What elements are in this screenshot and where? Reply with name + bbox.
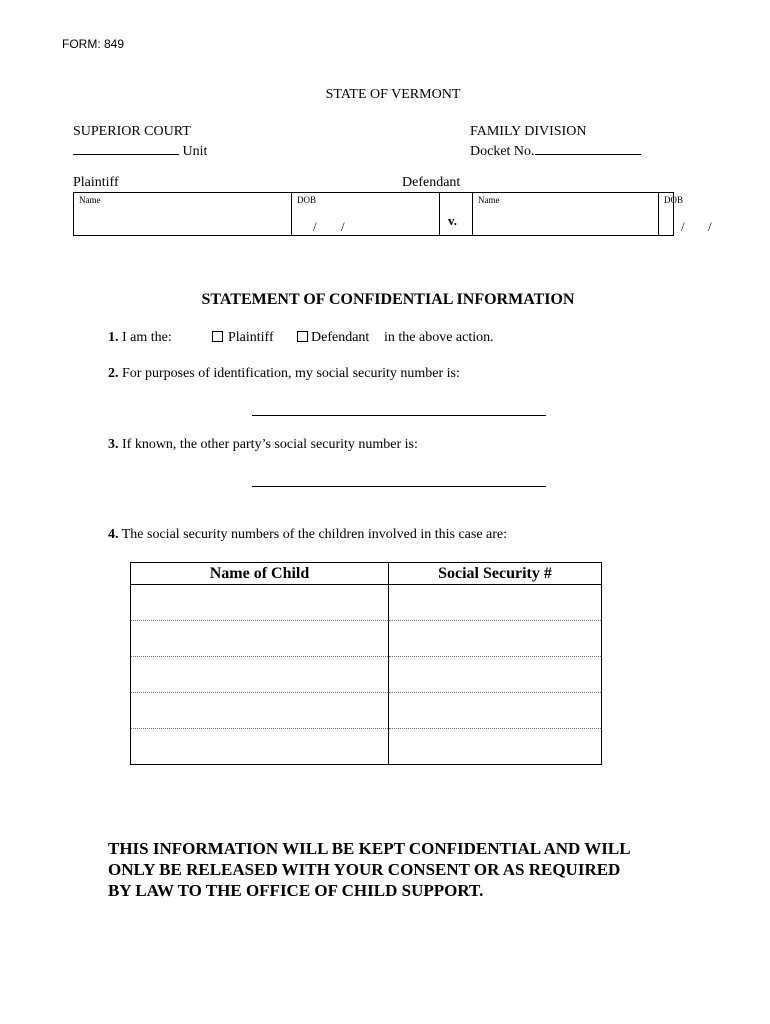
other-party-ssn-line[interactable]: [252, 486, 546, 487]
plaintiff-name-field[interactable]: [74, 193, 292, 235]
notice-line-2: ONLY BE RELEASED WITH YOUR CONSENT OR AS REQUIRED: [108, 860, 621, 879]
item-4: [108, 527, 507, 543]
plaintiff-dob-field[interactable]: [292, 193, 440, 235]
item-4-number: 4.: [108, 527, 119, 542]
child-ssn-cell[interactable]: [389, 585, 602, 621]
item-4-text: The social security numbers of the children involved in this case are:: [121, 527, 508, 542]
division-name: FAMILY DIVISION: [470, 124, 587, 139]
defendant-checkbox[interactable]: [297, 331, 308, 342]
item-1: [108, 330, 172, 346]
child-name-cell[interactable]: [131, 657, 389, 693]
table-row: [131, 621, 602, 657]
notice-line-3: BY LAW TO THE OFFICE OF CHILD SUPPORT.: [108, 881, 484, 900]
versus-cell: [440, 193, 473, 235]
table-row: [131, 657, 602, 693]
item-1-text: I am the:: [122, 330, 172, 345]
unit-label: Unit: [182, 144, 208, 159]
caption-box: [73, 192, 712, 236]
child-ssn-cell[interactable]: [389, 729, 602, 765]
child-ssn-cell[interactable]: [389, 657, 602, 693]
plaintiff-name-label: Name: [79, 195, 101, 205]
defendant-name-label: Name: [478, 195, 500, 205]
child-name-cell[interactable]: [131, 693, 389, 729]
option-defendant[interactable]: [297, 330, 369, 346]
docket-blank[interactable]: [535, 141, 641, 155]
table-row: [131, 585, 602, 621]
table-row: [131, 693, 602, 729]
item-1-suffix: in the above action.: [384, 330, 494, 345]
option-plaintiff-label: Plaintiff: [228, 330, 274, 345]
defendant-dob-area: [659, 193, 757, 235]
unit-row: [73, 141, 207, 161]
item-2: [108, 366, 460, 382]
defendant-dob-slash-2: /: [708, 219, 712, 234]
child-name-cell[interactable]: [131, 621, 389, 657]
children-table: [130, 562, 602, 765]
header-name-of-child: Name of Child: [131, 563, 389, 585]
item-2-number: 2.: [108, 366, 119, 381]
plaintiff-checkbox[interactable]: [212, 331, 223, 342]
division-block: [470, 122, 641, 161]
court-block: [73, 122, 207, 161]
plaintiff-label: Plaintiff: [73, 175, 119, 190]
docket-row: [470, 141, 641, 161]
plaintiff-dob-slash-1: /: [313, 219, 317, 234]
versus-text: v.: [448, 213, 458, 228]
unit-blank[interactable]: [73, 141, 179, 155]
item-2-text: For purposes of identification, my social security number is:: [122, 366, 460, 381]
option-plaintiff[interactable]: [212, 330, 274, 346]
item-3: [108, 437, 418, 453]
item-3-text: If known, the other party’s social security number is:: [122, 437, 418, 452]
court-name: SUPERIOR COURT: [73, 124, 191, 139]
table-row: [131, 729, 602, 765]
child-name-cell[interactable]: [131, 729, 389, 765]
defendant-name-field[interactable]: [473, 193, 659, 235]
children-table-header: [131, 563, 602, 585]
plaintiff-dob-label: DOB: [297, 195, 317, 205]
plaintiff-dob-slash-2: /: [341, 219, 345, 234]
own-ssn-line[interactable]: [252, 415, 546, 416]
defendant-dob-label: DOB: [664, 195, 684, 205]
form-title: STATEMENT OF CONFIDENTIAL INFORMATION: [201, 291, 575, 308]
item-3-number: 3.: [108, 437, 119, 452]
state-heading: STATE OF VERMONT: [325, 87, 461, 102]
child-name-cell[interactable]: [131, 585, 389, 621]
header-social-security: Social Security #: [389, 563, 602, 585]
option-defendant-label: Defendant: [311, 330, 370, 345]
defendant-dob-slash-1: /: [681, 219, 685, 234]
confidentiality-notice: [108, 838, 708, 901]
form-number: FORM: 849: [62, 37, 125, 51]
docket-label: Docket No.: [470, 144, 535, 159]
child-ssn-cell[interactable]: [389, 621, 602, 657]
item-1-number: 1.: [108, 330, 119, 345]
child-ssn-cell[interactable]: [389, 693, 602, 729]
defendant-label: Defendant: [402, 175, 461, 190]
notice-line-1: THIS INFORMATION WILL BE KEPT CONFIDENTIAL AND WILL: [108, 839, 631, 858]
